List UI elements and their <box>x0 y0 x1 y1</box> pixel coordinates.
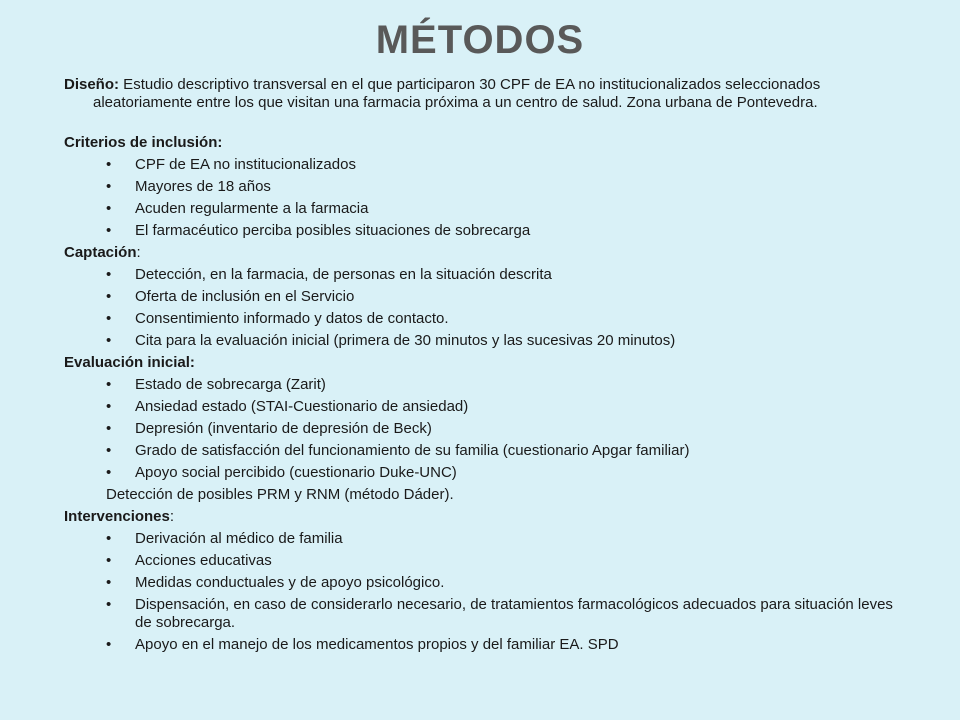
list-item <box>64 398 904 416</box>
list-item <box>64 530 904 548</box>
interventions-list <box>64 530 904 654</box>
list-item <box>64 178 904 196</box>
list-item <box>64 288 904 306</box>
bullet-icon: • <box>106 266 112 283</box>
list-item <box>64 222 904 240</box>
list-item-text: CPF de EA no institucionalizados <box>135 156 356 173</box>
bullet-icon: • <box>106 288 112 305</box>
recruitment-heading-label: Captación <box>64 244 137 261</box>
interventions-heading-colon: : <box>169 508 175 525</box>
bullet-icon: • <box>106 178 112 195</box>
bullet-icon: • <box>106 156 112 173</box>
recruitment-list <box>64 266 904 350</box>
list-item <box>64 636 904 654</box>
design-paragraph <box>64 76 904 112</box>
inclusion-criteria-heading: Criterios de inclusión: <box>64 134 223 151</box>
list-item <box>64 574 904 592</box>
bullet-icon: • <box>106 596 112 613</box>
list-item-text: Acuden regularmente a la farmacia <box>135 200 369 217</box>
list-item <box>64 552 904 570</box>
recruitment-heading-colon: : <box>136 244 141 261</box>
list-item-text: Detección, en la farmacia, de personas en la situación descrita <box>135 266 552 283</box>
spacer <box>64 112 904 134</box>
interventions-heading-label: Intervenciones <box>64 508 170 525</box>
list-item <box>64 376 904 394</box>
list-item-text: Estado de sobrecarga (Zarit) <box>135 376 326 393</box>
list-item <box>64 310 904 328</box>
initial-evaluation-list <box>64 376 904 482</box>
list-item <box>64 156 904 174</box>
list-item <box>64 200 904 218</box>
list-item <box>64 464 904 482</box>
bullet-icon: • <box>106 464 112 481</box>
list-item-text: Apoyo social percibido (cuestionario Duke-UNC) <box>135 464 457 481</box>
bullet-icon: • <box>106 310 112 327</box>
list-item-text: Ansiedad estado (STAI-Cuestionario de ansiedad) <box>135 398 469 415</box>
page-title: MÉTODOS <box>375 18 585 62</box>
bullet-icon: • <box>106 420 112 437</box>
bullet-icon: • <box>106 222 112 239</box>
list-item-text: Consentimiento informado y datos de contacto. <box>135 310 449 327</box>
list-item-text: Medidas conductuales y de apoyo psicológico. <box>135 574 445 591</box>
list-item <box>64 420 904 438</box>
bullet-icon: • <box>106 376 112 393</box>
list-item-text: Oferta de inclusión en el Servicio <box>135 288 355 305</box>
bullet-icon: • <box>106 332 112 349</box>
inclusion-criteria-list <box>64 156 904 240</box>
bullet-icon: • <box>106 574 112 591</box>
list-item <box>64 266 904 284</box>
bullet-icon: • <box>106 552 112 569</box>
list-item-text: Derivación al médico de familia <box>135 530 343 547</box>
bullet-icon: • <box>106 398 112 415</box>
bullet-icon: • <box>106 530 112 547</box>
list-item-text: El farmacéutico perciba posibles situaciones de sobrecarga <box>135 222 531 239</box>
list-item-text: Grado de satisfacción del funcionamiento de su familia (cuestionario Apgar familiar) <box>135 442 690 459</box>
prm-rnm-detection-line: Detección de posibles PRM y RNM (método Dáder). <box>106 486 454 503</box>
list-item-text: Apoyo en el manejo de los medicamentos propios y del familiar EA. SPD <box>135 636 619 653</box>
initial-evaluation-heading: Evaluación inicial: <box>64 354 195 371</box>
list-item-text: Dispensación, en caso de considerarlo necesario, de tratamientos farmacológicos adecuados para situación leves de sobrecarga. <box>135 596 893 631</box>
recruitment-heading <box>64 244 904 262</box>
list-item-text: Mayores de 18 años <box>135 178 271 195</box>
slide-content <box>64 76 904 654</box>
list-item <box>64 332 904 350</box>
bullet-icon: • <box>106 200 112 217</box>
design-label: Diseño: <box>64 76 120 93</box>
list-item-text: Cita para la evaluación inicial (primera de 30 minutos y las sucesivas 20 minutos) <box>135 332 676 349</box>
interventions-heading <box>64 508 904 526</box>
design-text: Estudio descriptivo transversal en el que participaron 30 CPF de EA no institucionalizados seleccionados aleatoriamente entre los que visitan una farmacia próxima a un centro de salud. Zona urbana de Pontevedra. <box>93 76 821 111</box>
bullet-icon: • <box>106 636 112 653</box>
list-item-text: Acciones educativas <box>135 552 272 569</box>
list-item <box>64 442 904 460</box>
list-item-text: Depresión (inventario de depresión de Beck) <box>135 420 432 437</box>
list-item <box>64 596 904 632</box>
bullet-icon: • <box>106 442 112 459</box>
